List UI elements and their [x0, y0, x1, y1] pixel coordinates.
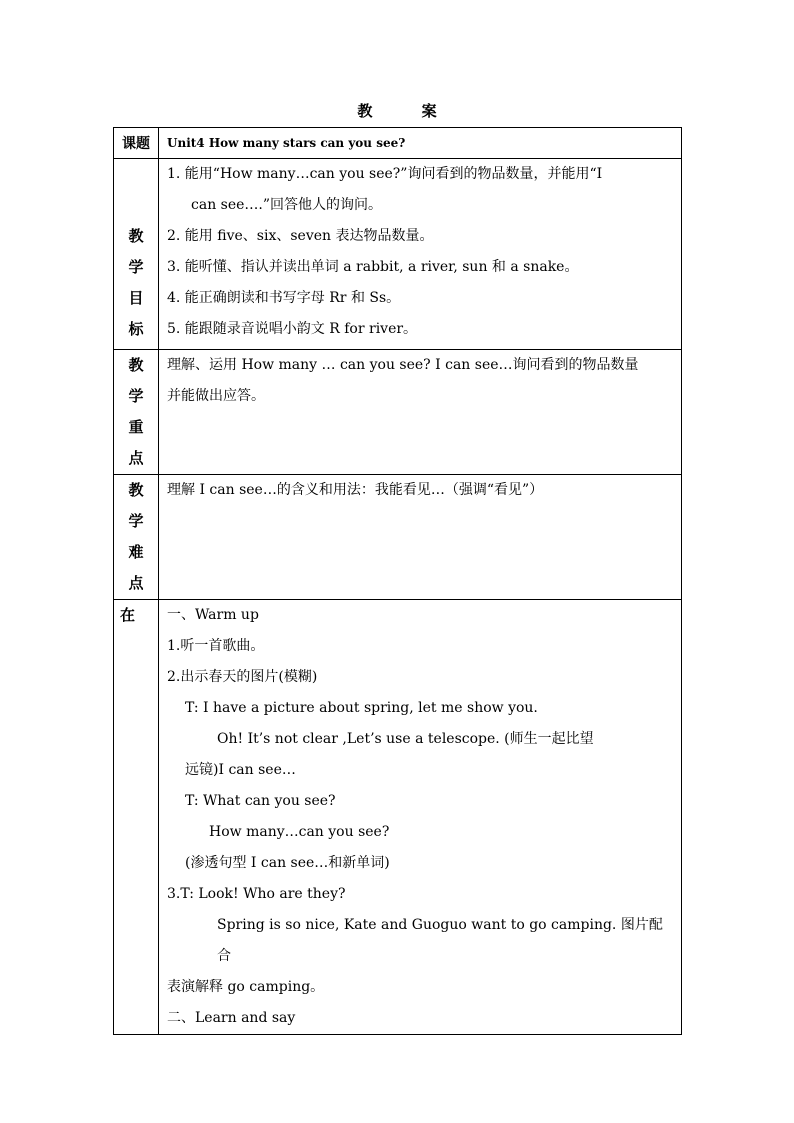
difficulty-label-char: 难	[128, 543, 144, 561]
process-line: T: What can you see?	[185, 793, 336, 809]
focus-line: 理解、运用 How many … can you see? I can see…询问看到的物品数量	[167, 357, 639, 373]
difficulty-line: 理解 I can see…的含义和用法：我能看见…（强调“看见”）	[167, 482, 544, 498]
teaching-focus-content	[159, 350, 682, 475]
process-line: T: I have a picture about spring, let me show you.	[185, 700, 538, 716]
process-line: 表演解释 go camping。	[167, 979, 325, 995]
goal-item: 1. 能用“How many…can you see?”询问看到的物品数量，并能用“I	[167, 166, 603, 182]
goal-item: 4. 能正确朗读和书写字母 Rr 和 Ss。	[167, 290, 401, 306]
goal-item: 3. 能听懂、指认并读出单词 a rabbit, a river, sun 和 a snake。	[167, 259, 579, 275]
difficulty-label-char: 教	[128, 481, 144, 499]
process-label-char: 在	[120, 606, 136, 624]
process-line: (渗透句型 I can see…和新单词)	[185, 855, 390, 871]
row-teaching-focus	[114, 350, 682, 475]
focus-line: 并能做出应答。	[167, 388, 265, 404]
process-line: 1.听一首歌曲。	[167, 638, 265, 654]
teaching-process-label	[114, 600, 159, 1035]
goal-item: 2. 能用 five、six、seven 表达物品数量。	[167, 228, 434, 244]
process-line: Spring is so nice, Kate and Guoguo want to go camping. 图片配合	[217, 917, 663, 964]
difficulty-label-char: 学	[128, 512, 144, 530]
lesson-plan-table	[113, 127, 682, 1035]
focus-label-char: 教	[128, 356, 144, 374]
process-line: 一、Warm up	[167, 607, 259, 623]
teaching-focus-label	[114, 350, 159, 475]
teaching-process-content	[159, 600, 682, 1035]
process-line: How many…can you see?	[209, 824, 390, 840]
page-title-char-2: 案	[421, 102, 437, 120]
focus-label-char: 点	[128, 449, 144, 467]
page-title-char-1: 教	[357, 102, 373, 120]
process-line: 远镜)I can see…	[185, 762, 296, 778]
page-title	[0, 100, 794, 121]
teaching-goals-label	[114, 159, 159, 350]
teaching-difficulty-content	[159, 475, 682, 600]
process-line: 3.T: Look! Who are they?	[167, 886, 346, 902]
teaching-difficulty-label	[114, 475, 159, 600]
row-teaching-difficulty	[114, 475, 682, 600]
row-teaching-goals	[114, 159, 682, 350]
goals-label-char: 学	[128, 258, 144, 276]
row-teaching-process	[114, 600, 682, 1035]
lesson-title-label: 课题	[114, 128, 159, 159]
process-line: 二、Learn and say	[167, 1010, 296, 1026]
focus-label-char: 学	[128, 387, 144, 405]
row-lesson-title	[114, 128, 682, 159]
goals-label-char: 标	[128, 320, 144, 338]
process-line: 2.出示春天的图片(模糊)	[167, 669, 318, 685]
lesson-title-text: Unit4 How many stars can you see?	[159, 128, 682, 159]
goals-label-char: 目	[128, 289, 144, 307]
focus-label-char: 重	[128, 418, 144, 436]
goals-label-char: 教	[128, 227, 144, 245]
difficulty-label-char: 点	[128, 574, 144, 592]
teaching-goals-content	[159, 159, 682, 350]
goal-item: 5. 能跟随录音说唱小韵文 R for river。	[167, 321, 418, 337]
process-line: Oh! It’s not clear ,Let’s use a telescope. (师生一起比望	[217, 731, 594, 747]
goal-item: can see….”回答他人的询问。	[191, 197, 383, 213]
